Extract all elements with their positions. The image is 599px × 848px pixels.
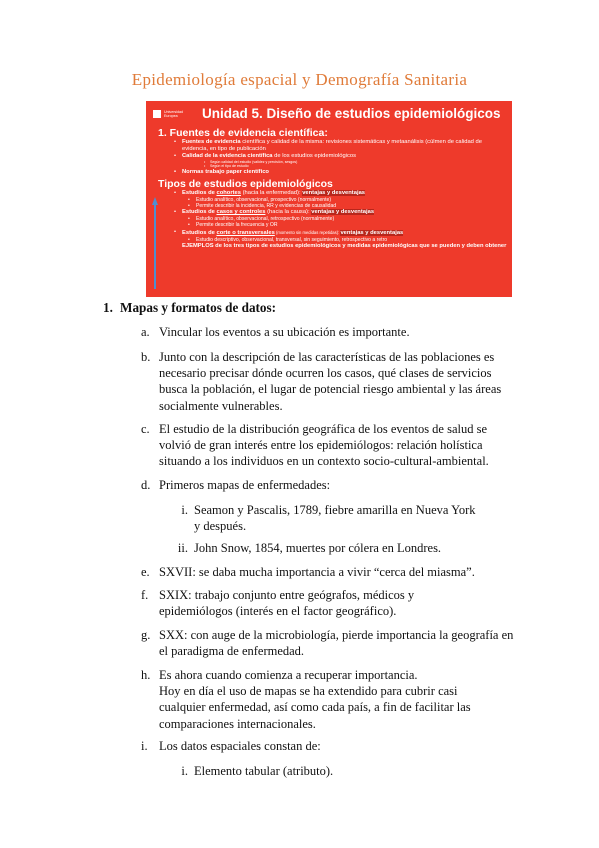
slide-bullet-bold: Estudios de (182, 189, 217, 196)
list-item-text: SXX: con auge de la microbiología, pierde importancia la geografía en el paradigma de enfermedad. (159, 628, 514, 659)
slide-bullet-bold: cohortes (216, 189, 241, 196)
list-item-text: Los datos espaciales constan de: (159, 739, 321, 753)
slide-bullet-text: (hacia la enfermedad): (240, 189, 303, 196)
list-marker: i. (181, 764, 188, 778)
slide-bullet-text: científica y calidad de la misma: revisiones sistemáticas y metaanálisis (cúlmen de calidad de evidencia, en tipo de publicación (182, 139, 482, 152)
section-number: 1. (103, 300, 113, 315)
slide-bullet (158, 190, 508, 197)
list-item-text: John Snow, 1854, muertes por cólera en Londres. (194, 541, 442, 555)
list-marker: g. (141, 628, 151, 642)
slide-bullet-bold: corte o transversales (216, 229, 275, 236)
slide-bullet (158, 229, 508, 237)
slide-bullet-bold: Estudios de (182, 229, 217, 236)
slide-subbullet: • Según el tipo de estudio (158, 164, 508, 168)
list-item-text: Elemento tabular (atributo). (194, 764, 334, 778)
sub-list-item (181, 502, 484, 534)
list-marker: ii. (177, 541, 188, 555)
list-marker: i. (141, 739, 148, 753)
slide-bullet-text: (hacia la causa): (265, 209, 312, 216)
list-item-text: SXVII: se daba mucha importancia a vivir “cerca del miasma”. (159, 565, 475, 579)
list-marker: d. (141, 478, 151, 492)
slide-highlight: ventajas y desventajas (311, 209, 375, 216)
logo-mark-icon (153, 110, 161, 118)
sub-list-item (181, 763, 484, 779)
slide-highlight: ventajas y desventajas (302, 189, 366, 196)
list-item-text: El estudio de la distribución geográfica de los eventos de salud se volvió de gran interés entre los epidemiólogos: relación holística situando a los individuos en un contexto socio-cultural-ambiental. (159, 422, 489, 469)
slide-subbullet: • Según calidad del estudio (validez y precisión, sesgos) (158, 160, 508, 164)
university-logo (153, 109, 188, 119)
slide-subbullet: • Estudio analítico, observacional, retrospectivo (normalmente) (158, 216, 508, 222)
slide-bullet-text: (momento sin medidas repetidas): (274, 229, 341, 235)
list-item-line: Es ahora cuando comienza a recuperar importancia. (159, 668, 418, 682)
list-marker: c. (141, 422, 150, 436)
list-item-text: SXIX: trabajo conjunto entre geógrafos, médicos y epidemiólogos (interés en el factor geográfico). (159, 588, 415, 619)
slide-bullet (158, 139, 508, 153)
list-item-text: Seamon y Pascalis, 1789, fiebre amarilla en Nueva York y después. (194, 503, 476, 534)
slide-title: Unidad 5. Diseño de estudios epidemiológicos (202, 106, 501, 121)
list-item-text: Junto con la descripción de las características de las poblaciones es necesario precisar dónde ocurren los casos, qué clases de servicios busca la población, el lugar de potencial riesgo ambiental y las áreas socialmente vulnerables. (159, 350, 502, 413)
slide-subbullet: • Estudio descriptivo, observacional, transversal, sin seguimiento, retrospectivo a retro (158, 237, 508, 243)
list-item-text: Primeros mapas de enfermedades: (159, 478, 331, 492)
list-marker: h. (141, 668, 151, 682)
list-marker: i. (181, 503, 188, 517)
slide-bullet (158, 153, 508, 160)
sub-list-item (177, 540, 484, 556)
slide-content (158, 127, 508, 249)
slide-bullet-text: de los estudios epidemiológicos (272, 153, 356, 159)
slide-subbullet: • Permite describir la frecuencia y OR (158, 222, 508, 228)
list-marker: e. (141, 565, 150, 579)
slide-examples-note: EJEMPLOS de los tres tipos de estudios epidemiológicos y medidas epidemiológicas que se pueden y deben obtener (182, 242, 507, 249)
list-item-text: Vincular los eventos a su ubicación es importante. (159, 325, 410, 339)
slide-section-heading: 1. Fuentes de evidencia científica: (158, 127, 328, 139)
slide-section-heading: Tipos de estudios epidemiológicos (158, 177, 333, 190)
slide-bullet-bold: casos y controles (216, 209, 266, 216)
section-title: Mapas y formatos de datos: (120, 300, 277, 315)
list-item-text (159, 667, 504, 732)
list-marker: a. (141, 325, 150, 339)
document-title: Epidemiología espacial y Demografía Sanitaria (131, 70, 468, 89)
slide-bullet-bold: Fuentes de evidencia (182, 139, 241, 145)
slide-subbullet: • Permite describir la incidencia, RR y evidencias de causalidad (158, 203, 508, 209)
list-marker: b. (141, 350, 151, 364)
logo-text: Universidad Europea (164, 110, 183, 118)
slide-subbullet: • Estudio analítico, observacional, prospectivo (normalmente) (158, 197, 508, 203)
slide-bullet (158, 209, 508, 216)
slide-bullet: • Normas trabajo paper científico (158, 169, 508, 176)
list-item-line: Hoy en día el uso de mapas se ha extendido para cubrir casi cualquier enfermedad, así como cada país, a fin de facilitar las comparaciones internacionales. (159, 684, 471, 731)
slide-highlight: ventajas y desventajas (340, 229, 404, 236)
slide-bullet-bold: Estudios de (182, 209, 217, 216)
slide-image (146, 101, 512, 297)
slide-bullet-bold: Calidad de la evidencia científica (182, 153, 273, 159)
list-marker: f. (141, 588, 149, 602)
